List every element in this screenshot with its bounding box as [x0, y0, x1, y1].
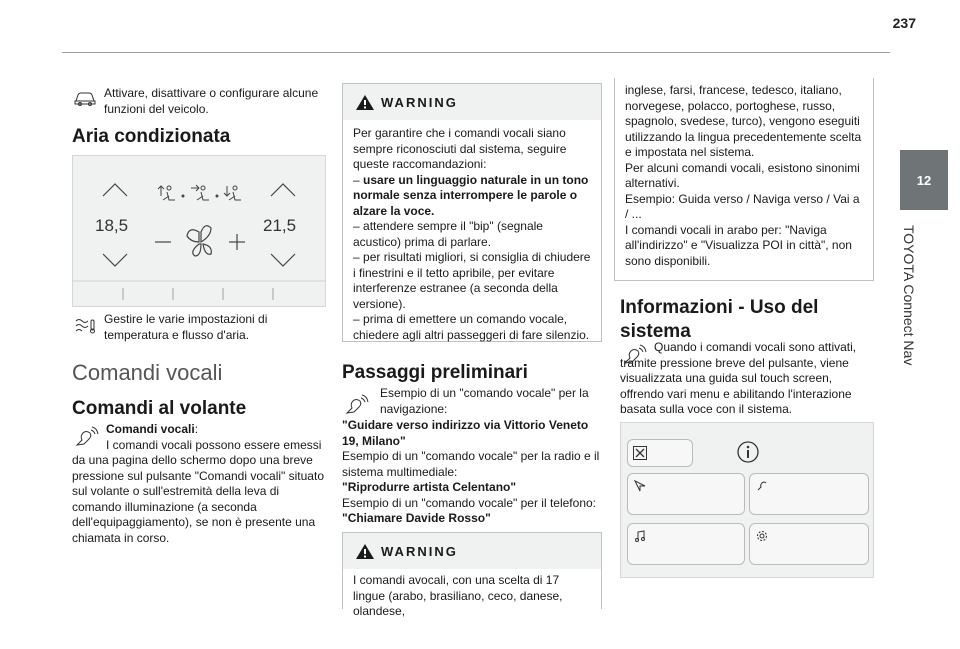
- dash-1: –: [353, 172, 360, 187]
- warning-intro: Per garantire che i comandi vocali siano sempre riconosciuti dal sistema, seguire queste raccomandazioni:: [353, 126, 567, 171]
- synonyms-example: Esempio: Guida verso / Naviga verso / Vai a / ...: [625, 191, 860, 221]
- climate-caption: Gestire le varie impostazioni di temperatura e flusso d'aria.: [104, 312, 268, 342]
- warning-icon: [355, 94, 375, 111]
- arabic-text: I comandi vocali in arabo per: "Naviga all'indirizzo" e "Visualizza POI in città", non sono disponibili.: [625, 222, 852, 268]
- volante-label: Comandi vocali: [106, 422, 195, 436]
- warning-item-4: prima di emettere un comando vocale, chiedere agli altri passeggeri di fare silenzio.: [353, 312, 590, 342]
- info-icon[interactable]: [737, 441, 759, 463]
- page-number: 237: [892, 15, 916, 31]
- close-tile[interactable]: [627, 439, 693, 467]
- temp-right[interactable]: 21,5: [263, 216, 297, 235]
- warning-header-2: [343, 533, 601, 569]
- synonyms-text: Per alcuni comandi vocali, esistono sinonimi alternativi.: [625, 160, 860, 190]
- header-rule: [62, 52, 890, 53]
- example-radio-intro: Esempio di un "comando vocale" per la radio e il sistema multimediale:: [342, 449, 600, 479]
- heading-passaggi-preliminari: Passaggi preliminari: [342, 362, 528, 383]
- voice-command-icon-2: [344, 393, 370, 415]
- gear-icon: [756, 530, 768, 542]
- dash-4: –: [353, 312, 360, 326]
- warning-item-2: attendere sempre il "bip" (segnale acustico) prima di parlare.: [353, 219, 543, 249]
- chapter-label-container: [890, 225, 960, 545]
- heading-informazioni: Informazioni - Uso del sistema: [620, 297, 819, 342]
- example-phone: "Chiamare Davide Rosso": [342, 511, 491, 525]
- example-radio: "Riprodurre artista Celentano": [342, 480, 517, 494]
- warning-icon-2: [355, 543, 375, 560]
- volante-colon: :: [194, 422, 199, 436]
- dash-3: –: [353, 250, 360, 264]
- warning-continued-box: [614, 78, 874, 281]
- example-phone-intro: Esempio di un "comando vocale" per il telefono:: [342, 495, 596, 510]
- warning-continued-body: [625, 83, 865, 269]
- example-intro: Esempio di un "comando vocale" per la navigazione:: [380, 386, 589, 416]
- vehicle-settings-text: Attivare, disattivare o configurare alcune funzioni del veicolo.: [104, 86, 319, 116]
- heading-comandi-vocali: Comandi vocali: [72, 360, 223, 385]
- warning-box-2: [342, 532, 602, 618]
- voice-guide-panel: [620, 422, 874, 578]
- dash-2: –: [353, 219, 360, 233]
- settings-tile[interactable]: [749, 523, 869, 565]
- warning-body-2: I comandi avocali, con una scelta di 17 lingue (arabo, brasiliano, ceco, danese, olandese,: [353, 573, 563, 618]
- chapter-tab[interactable]: 12: [900, 150, 948, 210]
- heading-aria-condizionata: Aria condizionata: [72, 126, 231, 147]
- close-icon: [633, 446, 647, 460]
- music-note-icon: [634, 530, 646, 542]
- chapter-label: TOYOTA Connect Nav: [901, 225, 917, 366]
- examples-block: [342, 418, 602, 527]
- warning-title-1: WARNING: [381, 95, 458, 110]
- example-nav: "Guidare verso indirizzo via Vittorio Veneto 19, Milano": [342, 418, 589, 448]
- volante-text: I comandi vocali possono essere emessi da una pagina dello schermo dopo una breve pressione sul pulsante "Comandi vocali" situato sul volante o sull'estremità della leva di comando illuminazione (a seconda dell'equipaggiamento), se non è presente una chiamata in corso.: [72, 437, 324, 545]
- car-icon: [74, 90, 96, 106]
- media-tile[interactable]: [627, 523, 745, 565]
- warning-title-2: WARNING: [381, 544, 458, 559]
- info-text: Quando i comandi vocali sono attivati, tramite pressione breve del pulsante, viene visualizzata una guida sul touch screen, offrendo vari menu e abilitando l'interazione basata sulla voce con il sistema.: [620, 340, 857, 416]
- warning-header-1: [343, 84, 601, 120]
- volante-paragraph: [72, 422, 330, 546]
- navigation-tile[interactable]: [627, 473, 745, 515]
- warning-box-1: [342, 83, 602, 342]
- phone-icon: [756, 480, 768, 492]
- navigation-icon: [634, 480, 646, 492]
- languages-text: inglese, farsi, francese, tedesco, italiano, norvegese, polacco, portoghese, russo, spagnolo, svedese, turco), vengono eseguiti utilizzando la lingua precedentemente scelta e impostata nel sistema.: [625, 83, 862, 159]
- climate-panel: [72, 155, 326, 307]
- warning-body-1: [353, 126, 593, 343]
- heading-comandi-al-volante: Comandi al volante: [72, 398, 247, 419]
- warning-item-1: usare un linguaggio naturale in un tono normale senza interrompere le parole o alzare la voce.: [353, 172, 589, 218]
- info-paragraph: [620, 340, 870, 418]
- phone-tile[interactable]: [749, 473, 869, 515]
- warning-item-3: per risultati migliori, si consiglia di chiudere i finestrini e il tetto apribile, per evitare interferenze estranee (a seconda della versione).: [353, 250, 591, 311]
- climate-icon: [74, 318, 98, 334]
- temp-left[interactable]: 18,5: [95, 216, 129, 235]
